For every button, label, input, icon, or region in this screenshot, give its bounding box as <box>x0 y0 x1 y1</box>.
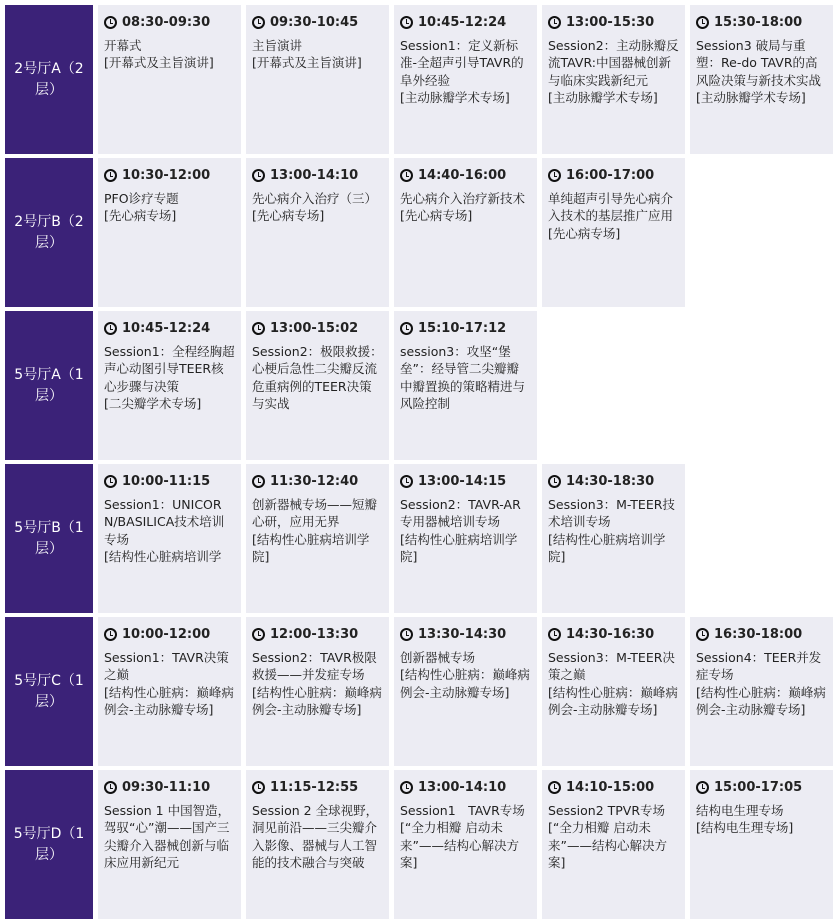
session-time-text: 11:15-12:55 <box>270 780 359 795</box>
clock-icon <box>252 322 265 335</box>
empty-slot <box>690 158 833 307</box>
session-time <box>548 626 679 644</box>
session-title: Session1：定义新标准-全超声引导TAVR的阜外经验 <box>400 37 524 88</box>
session-card[interactable] <box>542 158 685 307</box>
session-time <box>104 779 235 797</box>
session-track: [先心病专场] <box>548 225 621 241</box>
session-title: Session1：UNICORN/BASILICA技术培训专场 <box>104 496 225 547</box>
session-time-text: 14:10-15:00 <box>566 780 655 795</box>
session-title: Session2：极限救援：心梗后急性二尖瓣反流危重病例的TEER决策与实战 <box>252 343 383 411</box>
session-time-text: 11:30-12:40 <box>270 474 359 489</box>
clock-icon <box>548 475 561 488</box>
session-time <box>548 167 679 185</box>
session-title: Session2：主动脉瓣反流TAVR:中国器械创新与临床实践新纪元 <box>548 37 679 88</box>
session-time-text: 15:10-17:12 <box>418 321 507 336</box>
session-title: 结构电生理专场 <box>696 802 784 818</box>
session-title: Session3：M-TEER决策之巅 <box>548 649 675 682</box>
clock-icon <box>252 628 265 641</box>
session-time <box>104 320 235 338</box>
session-track: [开幕式及主旨演讲] <box>252 55 362 70</box>
clock-icon <box>400 475 413 488</box>
session-card[interactable] <box>542 464 685 613</box>
session-time <box>252 626 383 644</box>
session-time-text: 10:00-12:00 <box>122 627 211 642</box>
hall-label: 5号厅B（1层） <box>5 464 93 613</box>
session-card[interactable] <box>394 617 537 766</box>
session-title: Session2：TAVR-AR专用器械培训专场 <box>400 496 521 529</box>
session-time <box>696 14 827 32</box>
session-time <box>104 167 235 185</box>
clock-icon <box>252 781 265 794</box>
session-time-text: 13:30-14:30 <box>418 627 507 642</box>
clock-icon <box>252 16 265 29</box>
session-time-text: 13:00-15:02 <box>270 321 359 336</box>
session-card[interactable] <box>246 5 389 154</box>
hall-label: 2号厅B（2层） <box>5 158 93 307</box>
session-title: 单纯超声引导先心病介入技术的基层推广应用 <box>548 190 674 223</box>
session-time <box>400 320 531 338</box>
hall-label: 2号厅A（2层） <box>5 5 93 154</box>
session-time <box>252 167 383 185</box>
session-card[interactable] <box>246 617 389 766</box>
session-time-text: 13:00-15:30 <box>566 15 655 30</box>
session-title: Session3：M-TEER技术培训专场 <box>548 496 675 529</box>
session-title: Session 1 中国智造，驾驭“心”潮——国产三尖瓣介入器械创新与临床应用新纪元 <box>104 802 231 870</box>
session-card[interactable] <box>98 464 241 613</box>
session-time <box>252 14 383 32</box>
session-card[interactable] <box>690 617 833 766</box>
session-track: [结构性心脏病培训学院] <box>252 531 370 564</box>
session-title: Session 2 全球视野，洞见前沿——三尖瓣介入影像、器械与人工智能的技术融合与突破 <box>252 802 379 870</box>
session-card[interactable] <box>394 311 537 460</box>
session-time <box>252 320 383 338</box>
session-card[interactable] <box>690 5 833 154</box>
session-track: [主动脉瓣学术专场] <box>696 90 806 105</box>
session-title: session3：攻坚“堡垒”：经导管二尖瓣瓣中瓣置换的策略精进与风险控制 <box>400 343 526 411</box>
clock-icon <box>252 475 265 488</box>
session-track: [先心病专场] <box>400 208 473 223</box>
session-time <box>696 626 827 644</box>
session-time <box>252 473 383 491</box>
session-card[interactable] <box>246 464 389 613</box>
session-card[interactable] <box>98 158 241 307</box>
session-track: [结构电生理专场] <box>696 820 794 835</box>
hall-label: 5号厅C（1层） <box>5 617 93 766</box>
session-card[interactable] <box>690 770 833 919</box>
clock-icon <box>548 169 561 182</box>
session-card[interactable] <box>246 311 389 460</box>
session-time <box>696 779 827 797</box>
session-time-text: 15:00-17:05 <box>714 780 803 795</box>
session-time <box>104 473 235 491</box>
session-time-text: 15:30-18:00 <box>714 15 803 30</box>
session-title: Session2 TPVR专场 <box>548 802 666 818</box>
session-time <box>400 14 531 32</box>
clock-icon <box>400 628 413 641</box>
session-time <box>400 473 531 491</box>
session-title: 主旨演讲 <box>252 37 303 53</box>
session-track: [结构性心脏病：巅峰病例会-主动脉瓣专场] <box>548 684 678 717</box>
clock-icon <box>104 781 117 794</box>
clock-icon <box>696 781 709 794</box>
session-title: Session1 TAVR专场 <box>400 802 525 818</box>
clock-icon <box>696 628 709 641</box>
session-card[interactable] <box>98 770 241 919</box>
session-track: [结构性心脏病培训学院] <box>548 531 666 564</box>
session-time <box>252 779 383 797</box>
clock-icon <box>548 16 561 29</box>
clock-icon <box>400 169 413 182</box>
session-time-text: 09:30-11:10 <box>122 780 211 795</box>
clock-icon <box>104 16 117 29</box>
session-card[interactable] <box>394 5 537 154</box>
session-time-text: 14:30-18:30 <box>566 474 655 489</box>
session-track: [先心病专场] <box>104 208 177 223</box>
schedule-grid <box>5 5 833 919</box>
clock-icon <box>104 475 117 488</box>
clock-icon <box>104 322 117 335</box>
session-card[interactable] <box>98 5 241 154</box>
session-time-text: 10:30-12:00 <box>122 168 211 183</box>
session-track: [结构性心脏病培训学 <box>104 549 222 564</box>
session-card[interactable] <box>394 770 537 919</box>
hall-label: 5号厅A（1层） <box>5 311 93 460</box>
session-card[interactable] <box>394 158 537 307</box>
session-track: [二尖瓣学术专场] <box>104 396 202 411</box>
session-time-text: 13:00-14:15 <box>418 474 507 489</box>
clock-icon <box>400 781 413 794</box>
session-time-text: 09:30-10:45 <box>270 15 359 30</box>
session-title: PFO诊疗专题 <box>104 190 179 206</box>
session-title: Session1：TAVR决策之巅 <box>104 649 229 682</box>
session-title: Session2：TAVR极限救援——并发症专场 <box>252 649 377 682</box>
session-card[interactable] <box>246 158 389 307</box>
session-track: [先心病专场] <box>252 208 325 223</box>
session-time-text: 14:40-16:00 <box>418 168 507 183</box>
session-time-text: 14:30-16:30 <box>566 627 655 642</box>
session-card[interactable] <box>246 770 389 919</box>
session-track: [结构性心脏病：巅峰病例会-主动脉瓣专场] <box>400 667 530 700</box>
session-time-text: 10:45-12:24 <box>418 15 507 30</box>
session-track: [开幕式及主旨演讲] <box>104 55 214 70</box>
session-title: Session3 破局与重塑：Re-do TAVR的高风险决策与新技术实战 <box>696 37 822 88</box>
clock-icon <box>252 169 265 182</box>
session-track: [“全力相瓣 启动未来”——结构心解决方案] <box>548 820 667 870</box>
session-title: Session1：全程经胸超声心动图引导TEER核心步骤与决策 <box>104 343 235 394</box>
session-title: 先心病介入治疗新技术 <box>400 190 526 206</box>
session-card[interactable] <box>98 311 241 460</box>
session-time-text: 10:00-11:15 <box>122 474 211 489</box>
session-time <box>548 473 679 491</box>
session-title: 创新器械专场——短瓣心研，应用无界 <box>252 496 378 529</box>
session-time <box>400 167 531 185</box>
clock-icon <box>548 628 561 641</box>
session-track: [“全力相瓣 启动未来”——结构心解决方案] <box>400 820 519 870</box>
session-track: [主动脉瓣学术专场] <box>400 90 510 105</box>
hall-label: 5号厅D（1层） <box>5 770 93 919</box>
session-time-text: 16:00-17:00 <box>566 168 655 183</box>
session-time-text: 08:30-09:30 <box>122 15 211 30</box>
session-time-text: 12:00-13:30 <box>270 627 359 642</box>
session-title: 开幕式 <box>104 37 142 53</box>
session-title: Session4：TEER并发症专场 <box>696 649 822 682</box>
empty-slot <box>690 464 833 613</box>
session-title: 先心病介入治疗（三） <box>252 190 378 206</box>
session-time <box>548 779 679 797</box>
session-track: [结构性心脏病：巅峰病例会-主动脉瓣专场] <box>252 684 382 717</box>
clock-icon <box>400 16 413 29</box>
session-time <box>104 626 235 644</box>
session-time-text: 10:45-12:24 <box>122 321 211 336</box>
clock-icon <box>104 169 117 182</box>
session-title: 创新器械专场 <box>400 649 476 665</box>
session-card[interactable] <box>98 617 241 766</box>
session-card[interactable] <box>542 770 685 919</box>
session-track: [结构性心脏病培训学院] <box>400 531 518 564</box>
empty-slot <box>542 311 685 460</box>
session-time <box>548 14 679 32</box>
session-track: [结构性心脏病：巅峰病例会-主动脉瓣专场] <box>104 684 234 717</box>
session-time-text: 13:00-14:10 <box>418 780 507 795</box>
session-card[interactable] <box>394 464 537 613</box>
clock-icon <box>548 781 561 794</box>
session-time-text: 16:30-18:00 <box>714 627 803 642</box>
session-time <box>400 779 531 797</box>
empty-slot <box>690 311 833 460</box>
session-card[interactable] <box>542 617 685 766</box>
session-card[interactable] <box>542 5 685 154</box>
session-time <box>400 626 531 644</box>
clock-icon <box>104 628 117 641</box>
session-track: [主动脉瓣学术专场] <box>548 90 658 105</box>
clock-icon <box>696 16 709 29</box>
session-time-text: 13:00-14:10 <box>270 168 359 183</box>
clock-icon <box>400 322 413 335</box>
session-time <box>104 14 235 32</box>
session-track: [结构性心脏病：巅峰病例会-主动脉瓣专场] <box>696 684 826 717</box>
